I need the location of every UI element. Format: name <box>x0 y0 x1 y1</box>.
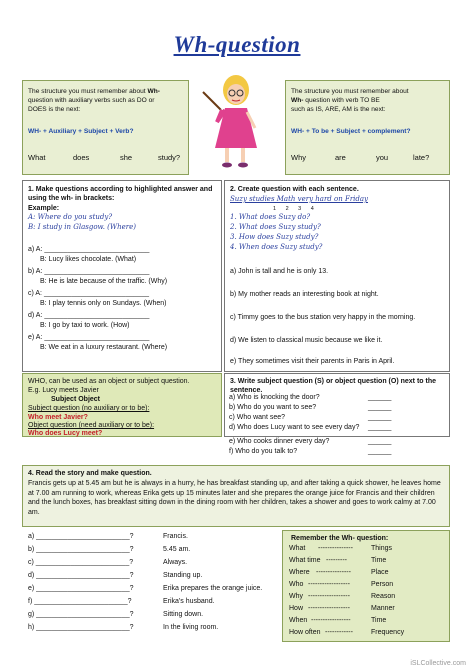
remember-meaning-place: Place <box>371 569 389 576</box>
remember-meaning-person: Person <box>371 581 394 588</box>
teacher-illustration <box>197 70 275 172</box>
structure-formula: WH- + Auxiliary + Subject + Verb? <box>28 128 134 135</box>
structure-box-auxiliary: The structure you must remember about Wh- question with auxiliary verbs such as DO or DOES is the next: WH- + Auxiliary + Subject + Verb? What does she study? <box>22 80 189 175</box>
ex3-blank-a[interactable]: ______ <box>368 394 392 401</box>
remember-dash: --------------- <box>316 569 351 576</box>
remember-word-what: What <box>289 545 306 552</box>
wh-word: Wh- <box>147 88 160 95</box>
ex3-item-f: f) Who do you talk to? <box>229 448 298 455</box>
who-subject-question: Subject question (no auxiliary or to be): <box>28 405 150 412</box>
ex1-item-c-question[interactable]: c) A: ___________________________ <box>28 290 150 297</box>
exercise-2-box <box>224 180 450 372</box>
ex2-answer-3: 3. How does Suzy study? <box>230 233 319 241</box>
ex3-blank-c[interactable]: ______ <box>368 414 392 421</box>
example-label: Example: <box>28 205 60 212</box>
ex1-item-b-question[interactable]: b) A: ___________________________ <box>28 268 150 275</box>
remember-dash: ------------ <box>325 629 353 636</box>
who-line-1: WHO, can be used as an object or subject question. <box>28 378 190 385</box>
remember-dash: --------- <box>326 557 347 564</box>
who-example: E.g. Lucy meets Javier <box>28 387 99 394</box>
structure-text-1: The structure you must remember about <box>291 88 409 95</box>
structure-box-to-be: The structure you must remember about Wh- question with verb TO BE such as IS, ARE, AM is the next: WH- + To be + Subject + complement? Why are you late? <box>285 80 450 175</box>
ex1-item-c-answer: B: I play tennis only on Sundays. (When) <box>40 300 167 307</box>
remember-dash: ------------------ <box>308 593 350 600</box>
ex4-item-d-answer: Standing up. <box>163 572 203 579</box>
who-explanation-box <box>22 373 222 437</box>
ex2-item-b: b) My mother reads an interesting book at night. <box>230 291 379 298</box>
page-title: Wh-question <box>173 32 301 57</box>
ex1-item-e-question[interactable]: e) A: ___________________________ <box>28 334 150 341</box>
remember-word-where: Where <box>289 569 310 576</box>
ex3-item-c: c) Who want see? <box>229 414 286 421</box>
remember-heading: Remember the Wh- question: <box>291 535 389 542</box>
ex4-item-h-question[interactable]: h) ________________________? <box>28 624 134 631</box>
remember-meaning-manner: Manner <box>371 605 395 612</box>
ex1-item-d-answer: B: I go by taxi to work. (How) <box>40 322 130 329</box>
ex2-item-c: c) Timmy goes to the bus station very happy in the morning. <box>230 314 416 321</box>
ex1-item-a-question[interactable]: a) A: ___________________________ <box>28 246 150 253</box>
ex1-item-b-answer: B: He is late because of the traffic. (Why) <box>40 278 168 285</box>
who-subject-example: Who meet Javier? <box>28 414 88 421</box>
remember-meaning-time-2: Time <box>371 617 387 624</box>
structure-formula: WH- + To be + Subject + complement? <box>291 128 411 135</box>
remember-meaning-frequency: Frequency <box>371 629 405 636</box>
remember-dash: ------------------ <box>308 605 350 612</box>
ex3-blank-d[interactable]: ______ <box>368 424 392 431</box>
ex2-answer-1: 1. What does Suzy do? <box>230 213 311 221</box>
who-object-question: Object question (need auxiliary or to be): <box>28 422 155 429</box>
ex4-item-e-question[interactable]: e) ________________________? <box>28 585 134 592</box>
ex3-item-b: b) Who do you want to see? <box>229 404 317 411</box>
remember-meaning-things: Things <box>371 545 393 552</box>
ex3-item-e: e) Who cooks dinner every day? <box>229 438 330 445</box>
ex3-blank-b[interactable]: ______ <box>368 404 392 411</box>
example-question: A: Where do you study? <box>28 213 113 221</box>
remember-word-who: Who <box>289 581 304 588</box>
ex3-blank-f[interactable]: ______ <box>368 448 392 455</box>
ex3-blank-e[interactable]: ______ <box>368 438 392 445</box>
ex2-answer-4: 4. When does Suzy study? <box>230 243 323 251</box>
who-object-example: Who does Lucy meet? <box>28 430 103 437</box>
ex2-item-d: d) We listen to classical music because we like it. <box>230 337 383 344</box>
exercise-2-heading: 2. Create question with each sentence. <box>230 186 359 193</box>
ex4-item-a-answer: Francis. <box>163 533 188 540</box>
footer-watermark: iSLCollective.com <box>410 660 466 667</box>
ex1-item-a-answer: B: Lucy likes chocolate. (What) <box>40 256 137 263</box>
structure-text-1b: question with verb TO BE <box>305 97 380 104</box>
structure-text-3: DOES is the next: <box>28 106 81 113</box>
ex1-item-d-question[interactable]: d) A: ___________________________ <box>28 312 150 319</box>
remember-dash: ----------------- <box>311 617 351 624</box>
wh-word: Wh- <box>291 97 304 104</box>
remember-word-why: Why <box>289 593 303 600</box>
ex3-item-a: a) Who is knocking the door? <box>229 394 320 401</box>
ex4-story: Francis gets up at 5.45 am but he is always in a hurry, he has breakfast standing up, and after taking a quick shower, he leaves home at 7.00 am running to work, whereas Erika gets up 15 minutes later and she prepares the orange juice for Francis and their children and the lunch boxes, has breakfast sitting down in the dining room with her children, takes a shower and goes to work calmy at 7.00 am. <box>28 480 441 516</box>
structure-text-1: The structure you must remember about <box>28 88 146 95</box>
exercise-3-heading: 3. Write subject question (S) or object question (O) next to the sentence. <box>230 378 436 394</box>
ex2-example-sentence: Suzy studies Math very hard on Friday <box>230 195 369 203</box>
remember-word-how: How <box>289 605 304 612</box>
ex4-item-f-question[interactable]: f) ________________________? <box>28 598 132 605</box>
remember-dash: --------------- <box>318 545 353 552</box>
ex4-item-c-question[interactable]: c) ________________________? <box>28 559 134 566</box>
structure-text-2: question with auxiliary verbs such as DO or <box>28 97 155 104</box>
ex4-item-e-answer: Erika prepares the orange juice. <box>163 585 263 592</box>
ex1-item-e-answer: B: We eat in a luxury restaurant. (Where) <box>40 344 168 351</box>
remember-meaning-time: Time <box>371 557 387 564</box>
remember-dash: ------------------ <box>308 581 350 588</box>
ex4-item-f-answer: Erika's husband. <box>163 598 215 605</box>
ex4-item-g-answer: Sitting down. <box>163 611 204 618</box>
ex3-item-d: d) Who does Lucy want to see every day? <box>229 424 360 431</box>
structure-text-2: such as IS, ARE, AM is the next: <box>291 106 386 113</box>
exercise-1-box <box>22 180 222 372</box>
ex4-item-b-answer: 5.45 am. <box>163 546 191 553</box>
ex4-item-a-question[interactable]: a) ________________________? <box>28 533 134 540</box>
ex2-item-e: e) They sometimes visit their parents in Paris in April. <box>230 358 395 365</box>
ex4-item-g-question[interactable]: g) ________________________? <box>28 611 134 618</box>
ex4-item-d-question[interactable]: d) ________________________? <box>28 572 134 579</box>
ex2-answer-2: 2. What does Suzy study? <box>230 223 321 231</box>
ex4-item-b-question[interactable]: b) ________________________? <box>28 546 134 553</box>
exercise-1-heading: 1. Make questions according to highlighted answer and using the wh- in brackets: <box>28 186 213 202</box>
ex2-item-a: a) John is tall and he is only 13. <box>230 268 329 275</box>
remember-word-what-time: What time <box>289 557 321 564</box>
who-subject-object: Subject Object <box>51 396 101 403</box>
exercise-4-box <box>22 465 450 527</box>
ex2-example-numbers: 1 2 3 4 <box>273 206 314 212</box>
remember-word-when: When <box>289 617 308 624</box>
remember-meaning-reason: Reason <box>371 593 396 600</box>
ex4-item-c-answer: Always. <box>163 559 188 566</box>
exercise-4-heading: 4. Read the story and make question. <box>28 470 152 477</box>
example-answer: B: I study in Glasgow. (Where) <box>28 223 136 231</box>
ex4-item-h-answer: In the living room. <box>163 624 219 631</box>
remember-word-how-often: How often <box>289 629 321 636</box>
